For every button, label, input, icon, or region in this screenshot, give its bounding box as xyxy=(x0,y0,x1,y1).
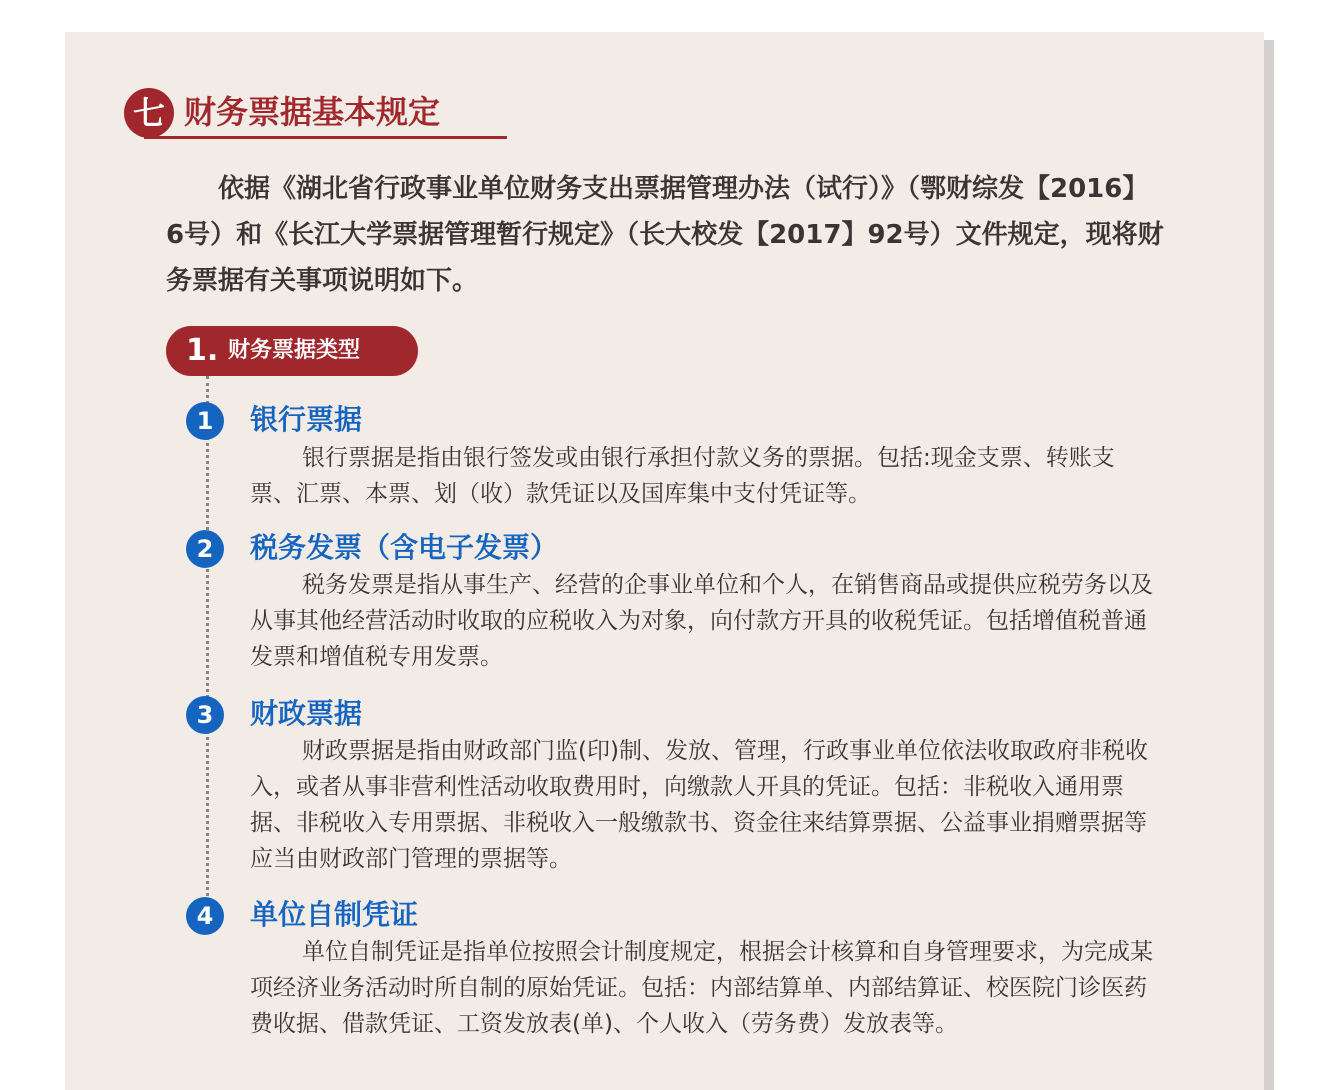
intro-paragraph: 依据《湖北省行政事业单位财务支出票据管理办法（试行）》（鄂财综发【2016】6号）和《长江大学票据管理暂行规定》（长大校发【2017】92号）文件规定，现将财务票据有关事项说明如下。 xyxy=(166,174,1164,296)
item-number-badge: 3 xyxy=(186,696,224,734)
subsection-title: 财务票据类型 xyxy=(228,338,361,363)
item-title: 税务发票（含电子发票） xyxy=(250,531,559,564)
item-number-badge: 1 xyxy=(186,402,224,440)
item-title: 银行票据 xyxy=(250,403,363,436)
section-title-underline xyxy=(144,136,507,139)
timeline-dotted-line xyxy=(206,376,209,896)
item-number-badge: 4 xyxy=(186,897,224,935)
item-body: 单位自制凭证是指单位按照会计制度规定，根据会计核算和自身管理要求，为完成某项经济业务活动时所自制的原始凭证。包括：内部结算单、内部结算证、校医院门诊医药费收据、借款凭证、工资发放表(单)、个人收入（劳务费）发放表等。 xyxy=(250,939,1153,1037)
item-body: 税务发票是指从事生产、经营的企事业单位和个人，在销售商品或提供应税劳务以及从事其他经营活动时收取的应税收入为对象，向付款方开具的收税凭证。包括增值税普通发票和增值税专用发票。 xyxy=(250,572,1153,670)
section-title: 财务票据基本规定 xyxy=(184,93,441,131)
item-body: 银行票据是指由银行签发或由银行承担付款义务的票据。包括:现金支票、转账支票、汇票、本票、划（收）款凭证以及国库集中支付凭证等。 xyxy=(250,445,1115,507)
item-body: 财政票据是指由财政部门监(印)制、发放、管理，行政事业单位依法收取政府非税收入，或者从事非营利性活动收取费用时，向缴款人开具的凭证。包括：非税收入通用票据、非税收入专用票据、非税收入一般缴款书、资金往来结算票据、公益事业捐赠票据等应当由财政部门管理的票据等。 xyxy=(250,738,1148,872)
item-title: 单位自制凭证 xyxy=(250,898,419,931)
item-number-badge: 2 xyxy=(186,530,224,568)
item-title: 财政票据 xyxy=(250,697,363,730)
subsection-number: 1. xyxy=(186,333,219,368)
subsection-header xyxy=(166,326,418,376)
page-shadow xyxy=(1264,40,1274,1090)
section-number-badge: 七 xyxy=(124,88,174,138)
